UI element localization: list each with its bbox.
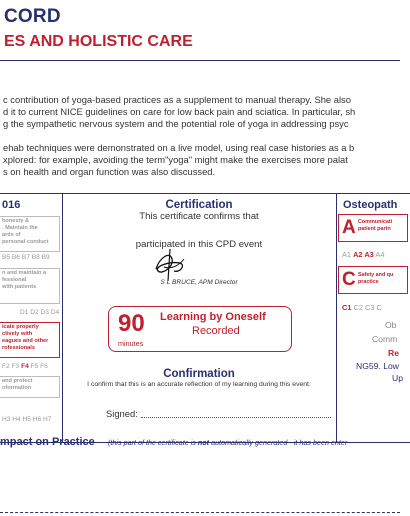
right-label-ng: NG59. Low (356, 361, 399, 371)
impact-note-text: (this part of the certificate is (108, 438, 198, 447)
theme-box-a (338, 214, 408, 242)
duration-unit: minutes (118, 339, 144, 348)
standard-b-line: ards of (2, 232, 21, 238)
code-plain: C2 C3 C (351, 303, 382, 312)
header-divider (0, 60, 400, 61)
theme-box-c (338, 266, 408, 294)
intro-line-7: s on health and organ function was also discussed. (3, 166, 216, 177)
standard-box-h (0, 376, 60, 398)
theme-c-line: Safety and qu (358, 272, 394, 278)
theme-c-codes (342, 303, 382, 312)
confirmation-text: I confirm that this is an accurate reflection of my learning during this event. (87, 381, 311, 388)
intro-line-3: g the sympathetic nervous system and the potential role of yoga in addressing psyc (3, 118, 349, 129)
code-plain: F5 F6 (28, 363, 48, 370)
theme-a-line: patient partn (358, 225, 391, 232)
standard-d-line: n and maintain a (2, 270, 47, 276)
signer-name: S L BRUCE, APM Director (160, 279, 238, 286)
page-subtitle: ES AND HOLISTIC CARE (4, 33, 193, 50)
standard-f-line: rofessionals (2, 345, 35, 351)
standard-d-line: fessional (2, 277, 27, 283)
standard-d-codes: D1 D2 D3 D4 (20, 309, 60, 316)
impact-note (108, 438, 347, 447)
standard-b-line: . Maintain the (2, 225, 38, 231)
theme-a-text (358, 219, 392, 233)
standards-year-title: 016 (2, 199, 21, 211)
osteopath-title: Osteopath (343, 199, 398, 211)
code-plain: A1 (342, 250, 354, 259)
confirmation-title: Confirmation (163, 368, 235, 380)
theme-letter-c: C (342, 269, 356, 290)
impact-note-emphasis: not (197, 438, 210, 447)
theme-a-codes (342, 250, 384, 259)
right-label-comm: Comm (372, 334, 398, 344)
intro-line-5: ehab techniques were demonstrated on a live model, using real case histories as a b (3, 142, 355, 153)
standard-h-codes: H3 H4 H5 H6 H7 (2, 416, 52, 423)
code-highlighted: A2 A3 (353, 250, 374, 259)
standard-d-line: with patients (2, 284, 37, 290)
standard-box-f (0, 322, 60, 358)
theme-c-line: practice (358, 278, 379, 285)
director-signature (150, 247, 190, 283)
right-divider (336, 193, 337, 443)
standard-box-d (0, 268, 60, 304)
right-label-ob: Ob (385, 320, 397, 330)
standard-f-codes (2, 363, 48, 370)
standard-f-line: icate properly (2, 324, 39, 330)
standard-h-line: nformation (2, 385, 32, 391)
signature-field[interactable] (141, 417, 331, 418)
participation-text: participated in this CPD event (135, 239, 263, 250)
intro-line-2: d it to current NICE guidelines on care for low back pain and sciatica. In particular, sh (3, 106, 356, 117)
standard-b-codes: B5 B6 B7 B8 B9 (2, 254, 50, 261)
code-plain: A4 (373, 250, 385, 259)
signed-label: Signed: (106, 408, 138, 419)
impact-note-text: automatically generated - it has been enter (209, 438, 348, 447)
theme-c-text (358, 272, 393, 286)
standard-box-b (0, 216, 60, 252)
standard-f-line: ctively with (2, 331, 33, 337)
code-highlighted: F4 (21, 363, 29, 370)
standard-b-line: personal conduct (2, 239, 49, 245)
impact-title: mpact on Practice (0, 436, 95, 448)
standard-f-line: eagues and other (2, 338, 49, 344)
left-divider (62, 193, 63, 443)
impact-area-border (0, 512, 400, 513)
learning-status: Recorded (192, 325, 240, 337)
learning-type: Learning by Oneself (160, 311, 266, 323)
right-label-up: Up (392, 373, 403, 383)
code-plain: F2 F3 (2, 363, 22, 370)
intro-line-6: xplored: for example, avoiding the term"yoga" might make the exercises more palat (3, 154, 348, 165)
certification-text: This certificate confirms that (139, 211, 259, 222)
duration-value: 90 (118, 310, 145, 337)
standard-b-line: honesty & (2, 218, 30, 224)
theme-a-line: Communicati (358, 219, 393, 225)
right-label-re: Re (388, 348, 399, 358)
intro-line-1: c contribution of yoga-based practices as a supplement to manual therapy. She also (3, 94, 351, 105)
theme-letter-a: A (342, 217, 356, 238)
code-highlighted: C1 (342, 303, 352, 312)
page-title: CORD (4, 6, 61, 27)
standard-h-line: and protect (2, 378, 33, 384)
certification-title: Certification (165, 199, 233, 211)
